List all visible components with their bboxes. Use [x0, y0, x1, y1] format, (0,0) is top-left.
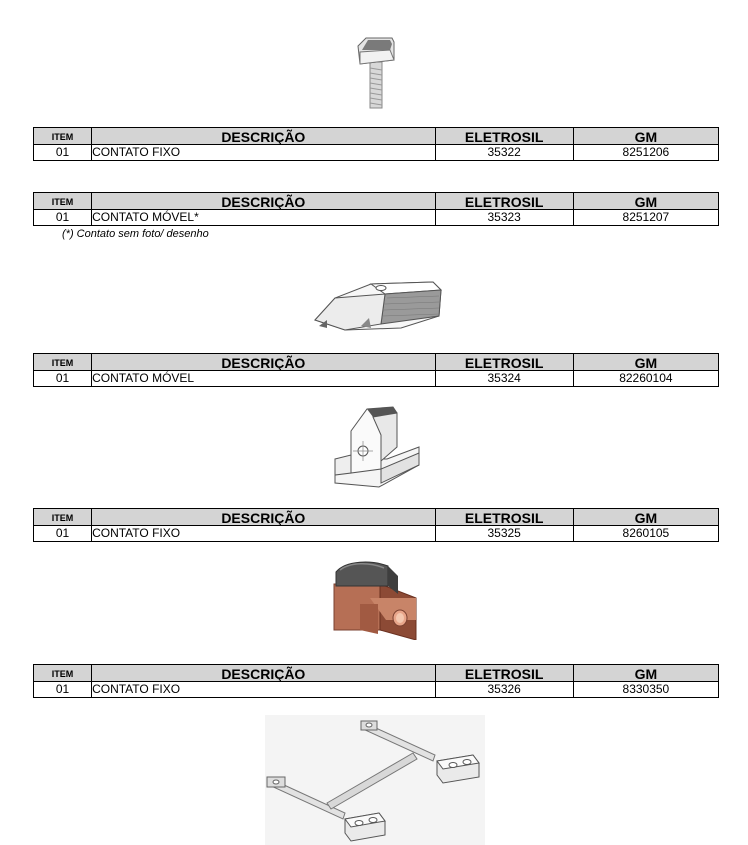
cell-item: 01	[34, 682, 92, 698]
header-item: ITEM	[34, 128, 92, 145]
header-gm: GM	[573, 193, 718, 210]
cell-gm: 8251207	[573, 210, 718, 226]
parts-table-5	[33, 664, 719, 698]
header-descricao: DESCRIÇÃO	[92, 665, 436, 682]
table-row	[34, 682, 719, 698]
cell-eletrosil: 35326	[435, 682, 573, 698]
header-descricao: DESCRIÇÃO	[92, 128, 436, 145]
header-item: ITEM	[34, 193, 92, 210]
header-eletrosil: ELETROSIL	[435, 128, 573, 145]
cell-descricao: CONTATO MÓVEL*	[92, 210, 436, 226]
contact-bridge-assembly-image	[265, 715, 485, 845]
cell-gm: 8251206	[573, 145, 718, 161]
parts-table-4	[33, 508, 719, 542]
header-gm: GM	[573, 354, 718, 371]
cell-item: 01	[34, 526, 92, 542]
cell-eletrosil: 35323	[435, 210, 573, 226]
header-item: ITEM	[34, 509, 92, 526]
table-row	[34, 371, 719, 387]
header-eletrosil: ELETROSIL	[435, 193, 573, 210]
header-gm: GM	[573, 128, 718, 145]
cell-gm: 8330350	[573, 682, 718, 698]
header-eletrosil: ELETROSIL	[435, 665, 573, 682]
header-item: ITEM	[34, 665, 92, 682]
cell-descricao: CONTATO FIXO	[92, 145, 436, 161]
header-gm: GM	[573, 665, 718, 682]
cell-descricao: CONTATO FIXO	[92, 526, 436, 542]
cell-gm: 8260105	[573, 526, 718, 542]
parts-table-3	[33, 353, 719, 387]
parts-table-2	[33, 192, 719, 226]
header-descricao: DESCRIÇÃO	[92, 509, 436, 526]
header-eletrosil: ELETROSIL	[435, 354, 573, 371]
cell-eletrosil: 35322	[435, 145, 573, 161]
fixed-contact-drawing-image	[327, 403, 423, 489]
cell-item: 01	[34, 210, 92, 226]
bolt-contact-image	[350, 30, 400, 112]
header-eletrosil: ELETROSIL	[435, 509, 573, 526]
table-row	[34, 145, 719, 161]
copper-contact-image	[330, 558, 420, 640]
cell-eletrosil: 35324	[435, 371, 573, 387]
cell-eletrosil: 35325	[435, 526, 573, 542]
cell-descricao: CONTATO FIXO	[92, 682, 436, 698]
header-descricao: DESCRIÇÃO	[92, 354, 436, 371]
cell-item: 01	[34, 145, 92, 161]
header-descricao: DESCRIÇÃO	[92, 193, 436, 210]
wedge-contact-image	[305, 276, 445, 338]
header-item: ITEM	[34, 354, 92, 371]
cell-descricao: CONTATO MÓVEL	[92, 371, 436, 387]
header-gm: GM	[573, 509, 718, 526]
cell-gm: 82260104	[573, 371, 718, 387]
parts-table-1	[33, 127, 719, 161]
table-row	[34, 210, 719, 226]
cell-item: 01	[34, 371, 92, 387]
table-row	[34, 526, 719, 542]
footnote: (*) Contato sem foto/ desenho	[62, 228, 209, 240]
